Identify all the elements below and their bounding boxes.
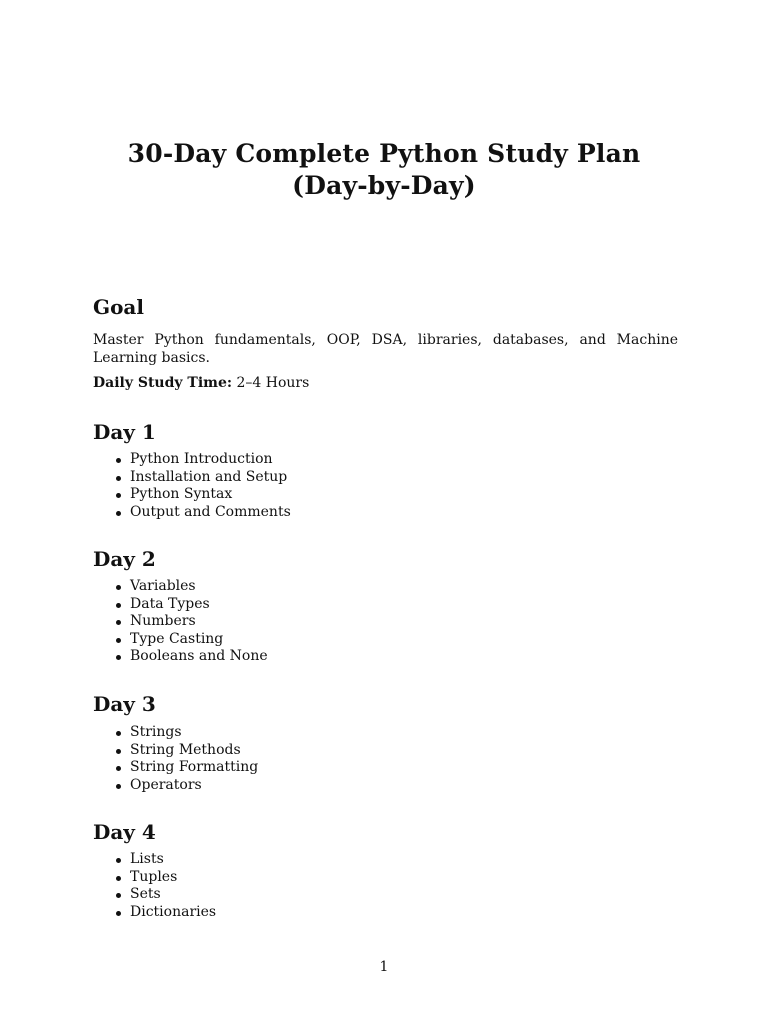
study-time-value: 2–4 Hours bbox=[236, 375, 310, 391]
day-3-heading: Day 3 bbox=[93, 692, 156, 716]
goal-text: Master Python fundamentals, OOP, DSA, libraries, databases, and Machine Learning basics. bbox=[93, 332, 678, 366]
list-item: Installation and Setup bbox=[93, 469, 291, 487]
title-line-2: (Day-by-Day) bbox=[292, 171, 476, 200]
goal-heading: Goal bbox=[93, 295, 144, 319]
list-item: String Methods bbox=[93, 742, 258, 760]
day-4-heading: Day 4 bbox=[93, 820, 156, 844]
day-4-list bbox=[93, 851, 216, 921]
day-1-list bbox=[93, 451, 291, 521]
list-item: Type Casting bbox=[93, 631, 268, 649]
document-title bbox=[0, 138, 768, 202]
list-item: Dictionaries bbox=[93, 904, 216, 922]
list-item: Booleans and None bbox=[93, 648, 268, 666]
list-item: Numbers bbox=[93, 613, 268, 631]
list-item: Lists bbox=[93, 851, 216, 869]
list-item: Variables bbox=[93, 578, 268, 596]
day-1-heading: Day 1 bbox=[93, 420, 156, 444]
list-item: Tuples bbox=[93, 869, 216, 887]
list-item: Data Types bbox=[93, 596, 268, 614]
page-number: 1 bbox=[379, 959, 389, 975]
day-2-heading: Day 2 bbox=[93, 547, 156, 571]
study-time-label: Daily Study Time: bbox=[93, 375, 233, 391]
list-item: Output and Comments bbox=[93, 504, 291, 522]
list-item: Strings bbox=[93, 724, 258, 742]
day-3-list bbox=[93, 724, 258, 794]
day-2-list bbox=[93, 578, 268, 666]
list-item: Operators bbox=[93, 777, 258, 795]
list-item: Python Syntax bbox=[93, 486, 291, 504]
study-time-line bbox=[93, 375, 678, 393]
list-item: Sets bbox=[93, 886, 216, 904]
title-line-1: 30-Day Complete Python Study Plan bbox=[127, 139, 641, 168]
list-item: Python Introduction bbox=[93, 451, 291, 469]
list-item: String Formatting bbox=[93, 759, 258, 777]
